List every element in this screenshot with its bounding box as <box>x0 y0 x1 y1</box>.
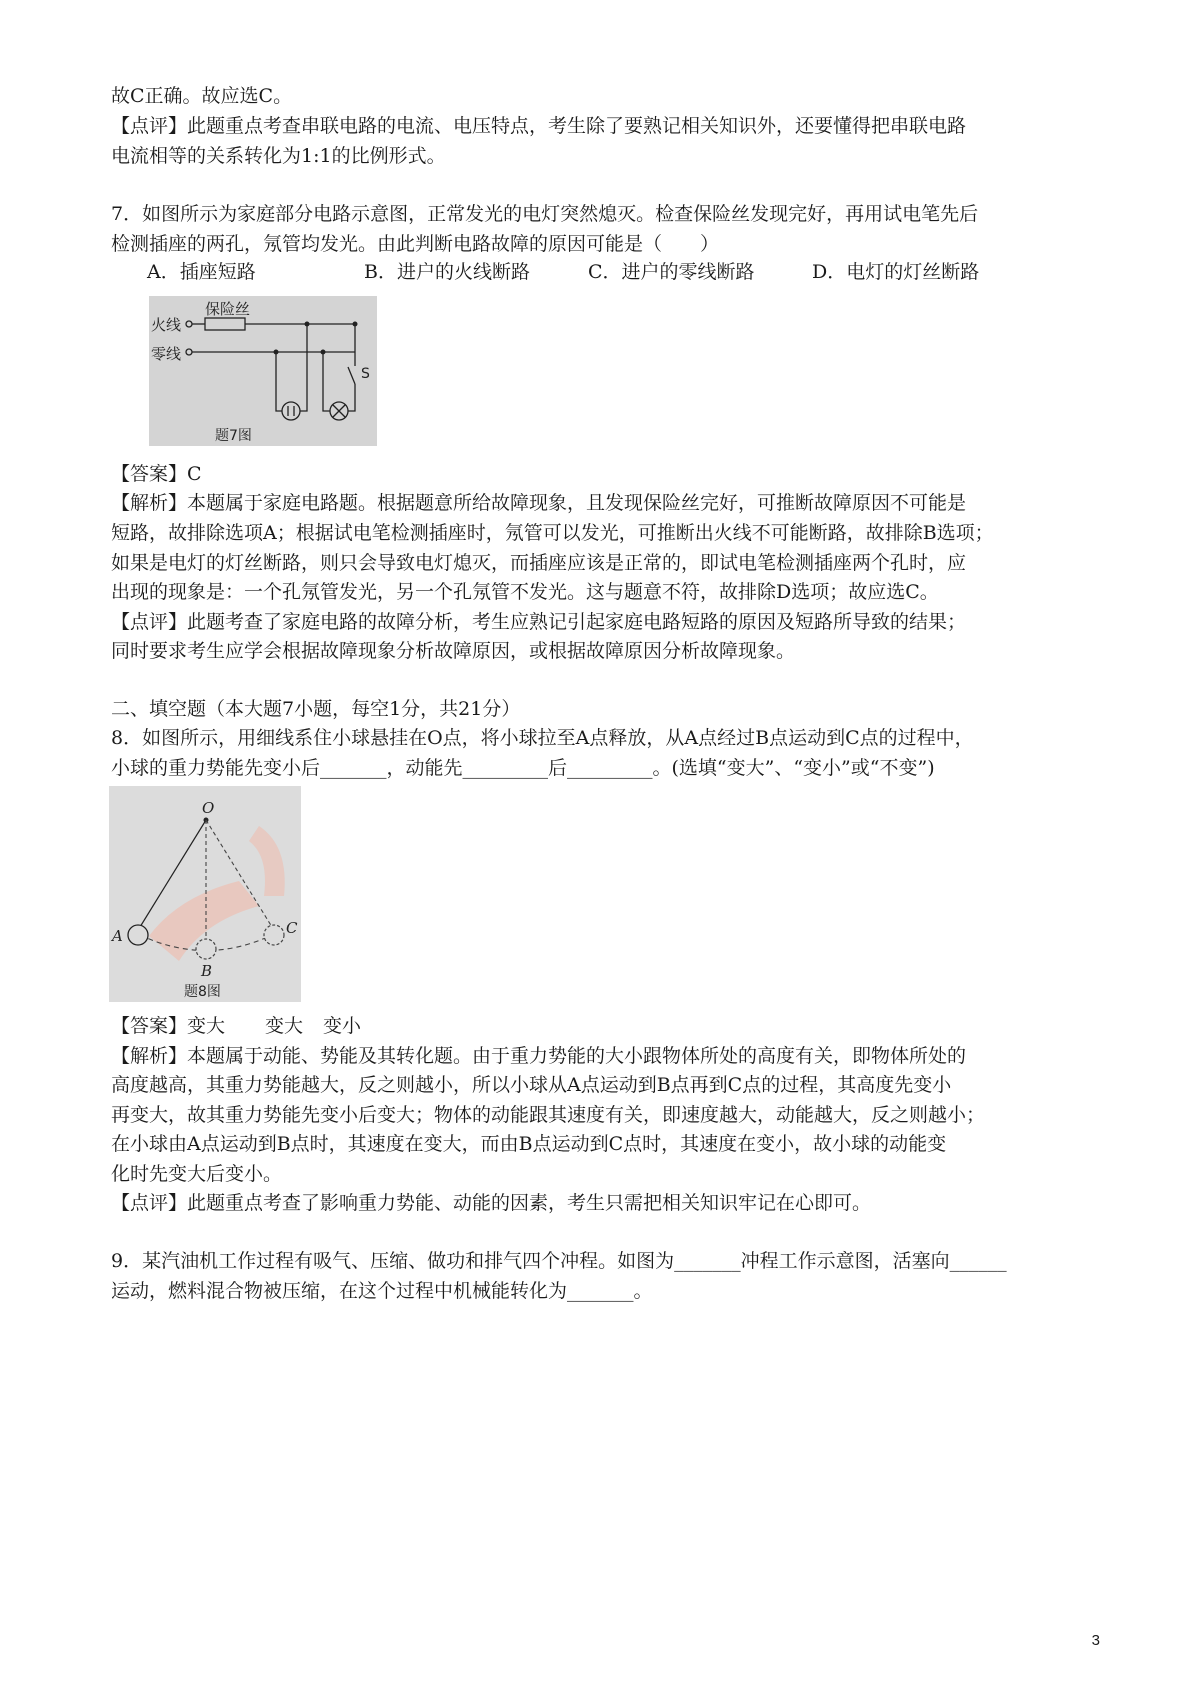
q9-stem-line: 运动，燃料混合物被压缩，在这个过程中机械能转化为_______。 <box>111 1280 653 1302</box>
prev-comment-line: 【点评】此题重点考查串联电路的电流、电压特点，考生除了要熟记相关知识外，还要懂得把串联电路 <box>111 115 967 137</box>
neutral-wire-label: 零线 <box>151 345 182 363</box>
socket-symbol <box>282 402 300 420</box>
q8-comment: 【点评】此题重点考查了影响重力势能、动能的因素，考生只需把相关知识牢记在心即可。 <box>111 1192 872 1214</box>
point-b-label: B <box>201 962 213 980</box>
q9-stem-line: 9．某汽油机工作过程有吸气、压缩、做功和排气四个冲程。如图为_______冲程工作示意图，活塞向______ <box>111 1250 1007 1272</box>
point-o-label: O <box>202 799 215 817</box>
q8-answer <box>111 1013 361 1039</box>
ball-b <box>196 939 216 959</box>
q8-stem-line: 8．如图所示，用细线系住小球悬挂在O点，将小球拉至A点释放，从A点经过B点运动到C点的过程中， <box>111 727 974 749</box>
figure-8-caption: 题8图 <box>184 984 221 1000</box>
page-number: 3 <box>1091 1632 1100 1649</box>
q7-option-b: B．进户的火线断路 <box>364 261 530 283</box>
q7-option-c: C．进户的零线断路 <box>588 261 755 283</box>
q8-analysis-line: 在小球由A点运动到B点时，其速度在变大，而由B点运动到C点时，其速度在变小，故小球的动能变 <box>111 1133 947 1155</box>
q8-stem-line: 小球的重力势能先变小后_______，动能先_________后_________。(选填“变大”、“变小”或“不变”) <box>111 757 935 779</box>
point-a-label: A <box>112 927 123 945</box>
fuse-label: 保险丝 <box>205 300 251 318</box>
q7-stem-line: 检测插座的两孔，氖管均发光。由此判断电路故障的原因可能是（ ） <box>111 233 720 255</box>
prev-answer-line: 故C正确。故应选C。 <box>111 85 293 107</box>
switch-label: S <box>361 366 370 382</box>
q7-stem-line: 7．如图所示为家庭部分电路示意图，正常发光的电灯突然熄灭。检查保险丝发现完好，再用试电笔先后 <box>111 203 979 225</box>
q8-answer-head: 【答案】变大 <box>111 1015 226 1037</box>
q7-comment-line: 【点评】此题考查了家庭电路的故障分析，考生应熟记引起家庭电路短路的原因及短路所导致的结果； <box>111 611 967 633</box>
q7-analysis-line: 【解析】本题属于家庭电路题。根据题意所给故障现象，且发现保险丝完好，可推断故障原因不可能是 <box>111 492 967 514</box>
live-wire-label: 火线 <box>151 316 182 334</box>
circuit-figure <box>149 296 377 446</box>
q7-option-a: A．插座短路 <box>147 261 256 283</box>
q8-answer-2: 变大 <box>265 1015 304 1037</box>
q8-analysis-line: 高度越高，其重力势能越大，反之则越小，所以小球从A点运动到B点再到C点的过程，其高度先变小 <box>111 1074 952 1096</box>
q8-answer-3: 变小 <box>323 1015 362 1037</box>
ball-c <box>264 925 284 945</box>
q7-analysis-line: 如果是电灯的灯丝断路，则只会导致电灯熄灭，而插座应该是正常的，即试电笔检测插座两个孔时，应 <box>111 552 967 574</box>
section-title: 二、填空题（本大题7小题，每空1分，共21分） <box>111 698 521 720</box>
circuit-diagram <box>149 296 377 446</box>
q7-option-d: D．电灯的灯丝断路 <box>812 261 980 283</box>
q7-analysis-line: 短路，故排除选项A；根据试电笔检测插座时，氖管可以发光，可推断出火线不可能断路，故排除B选项； <box>111 522 994 544</box>
q8-analysis-line: 再变大，故其重力势能先变小后变大；物体的动能跟其速度有关，即速度越大，动能越大，反之则越小； <box>111 1104 986 1126</box>
pendulum-figure <box>109 786 301 1002</box>
q8-analysis-line: 化时先变大后变小。 <box>111 1163 283 1185</box>
figure-7-caption: 题7图 <box>215 428 252 444</box>
q7-analysis-line: 出现的现象是：一个孔氖管发光，另一个孔氖管不发光。这与题意不符，故排除D选项；故应选C。 <box>111 581 939 603</box>
q7-comment-line: 同时要求考生应学会根据故障现象分析故障原因，或根据故障原因分析故障现象。 <box>111 640 796 662</box>
ball-a <box>128 925 148 945</box>
q8-analysis-line: 【解析】本题属于动能、势能及其转化题。由于重力势能的大小跟物体所处的高度有关，即物体所处的 <box>111 1045 967 1067</box>
q7-answer: 【答案】C <box>111 463 202 485</box>
pendulum-diagram <box>109 786 301 1002</box>
point-c-label: C <box>286 919 298 937</box>
prev-comment-line: 电流相等的关系转化为1:1的比例形式。 <box>111 145 446 167</box>
